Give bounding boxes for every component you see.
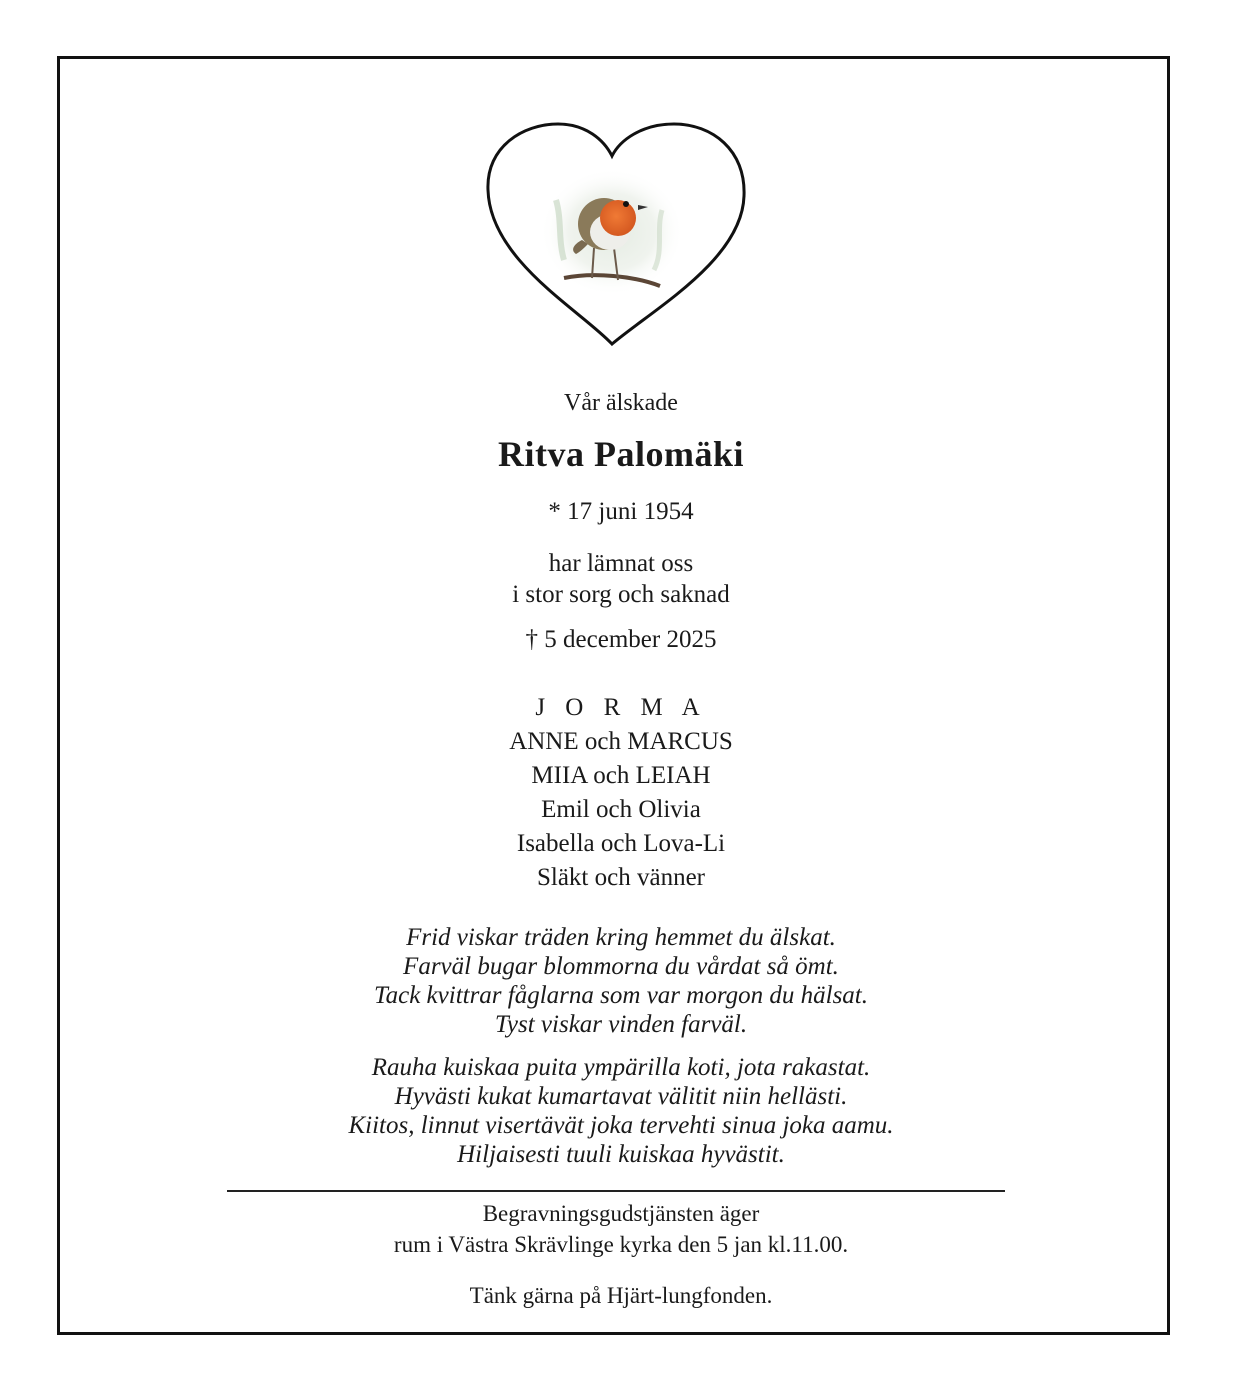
family-member: MIIA och LEIAH: [531, 762, 711, 789]
family-member: Släkt och vänner: [536, 864, 705, 891]
passing-line: har lämnat oss: [548, 550, 694, 577]
birth-date: * 17 juni 1954: [548, 498, 694, 525]
passing-text: [0, 548, 1242, 610]
family-member: J O R M A: [535, 694, 707, 721]
poem-line: Rauha kuiskaa puita ympärilla koti, jota rakastat.: [371, 1054, 871, 1081]
poem-line: Farväl bugar blommorna du vårdat så ömt.: [403, 953, 839, 980]
robin-bird-image: [540, 168, 684, 296]
memorial-fund-text: Tänk gärna på Hjärt-lungfonden.: [469, 1283, 773, 1308]
passing-line: i stor sorg och saknad: [512, 581, 730, 608]
funeral-line: Begravningsgudstjänsten äger: [482, 1201, 760, 1226]
poem-line: Hyvästi kukat kumartavat välitit niin hellästi.: [394, 1083, 848, 1110]
funeral-info: [0, 1198, 1242, 1260]
family-member: Emil och Olivia: [541, 796, 701, 823]
poem-line: Hiljaisesti tuuli kuiskaa hyvästit.: [457, 1141, 785, 1168]
poem-line: Tyst viskar vinden farväl.: [494, 1011, 748, 1038]
poem-line: Frid viskar träden kring hemmet du älskat.: [406, 924, 836, 951]
family-member: Isabella och Lova-Li: [516, 830, 726, 857]
family-list: [0, 691, 1242, 895]
poem-swedish: [0, 923, 1242, 1039]
deceased-name: Ritva Palomäki: [498, 434, 744, 474]
family-member: ANNE och MARCUS: [509, 728, 733, 755]
death-date: † 5 december 2025: [525, 626, 717, 653]
poem-line: Kiitos, linnut visertävät joka tervehti sinua joka aamu.: [348, 1112, 894, 1139]
funeral-line: rum i Västra Skrävlinge kyrka den 5 jan kl.11.00.: [393, 1232, 849, 1257]
intro-text: Vår älskade: [564, 390, 678, 416]
divider: [227, 1190, 1005, 1192]
poem-line: Tack kvittrar fåglarna som var morgon du hälsat.: [374, 982, 868, 1009]
heart-icon: [484, 120, 748, 348]
poem-finnish: [0, 1053, 1242, 1169]
